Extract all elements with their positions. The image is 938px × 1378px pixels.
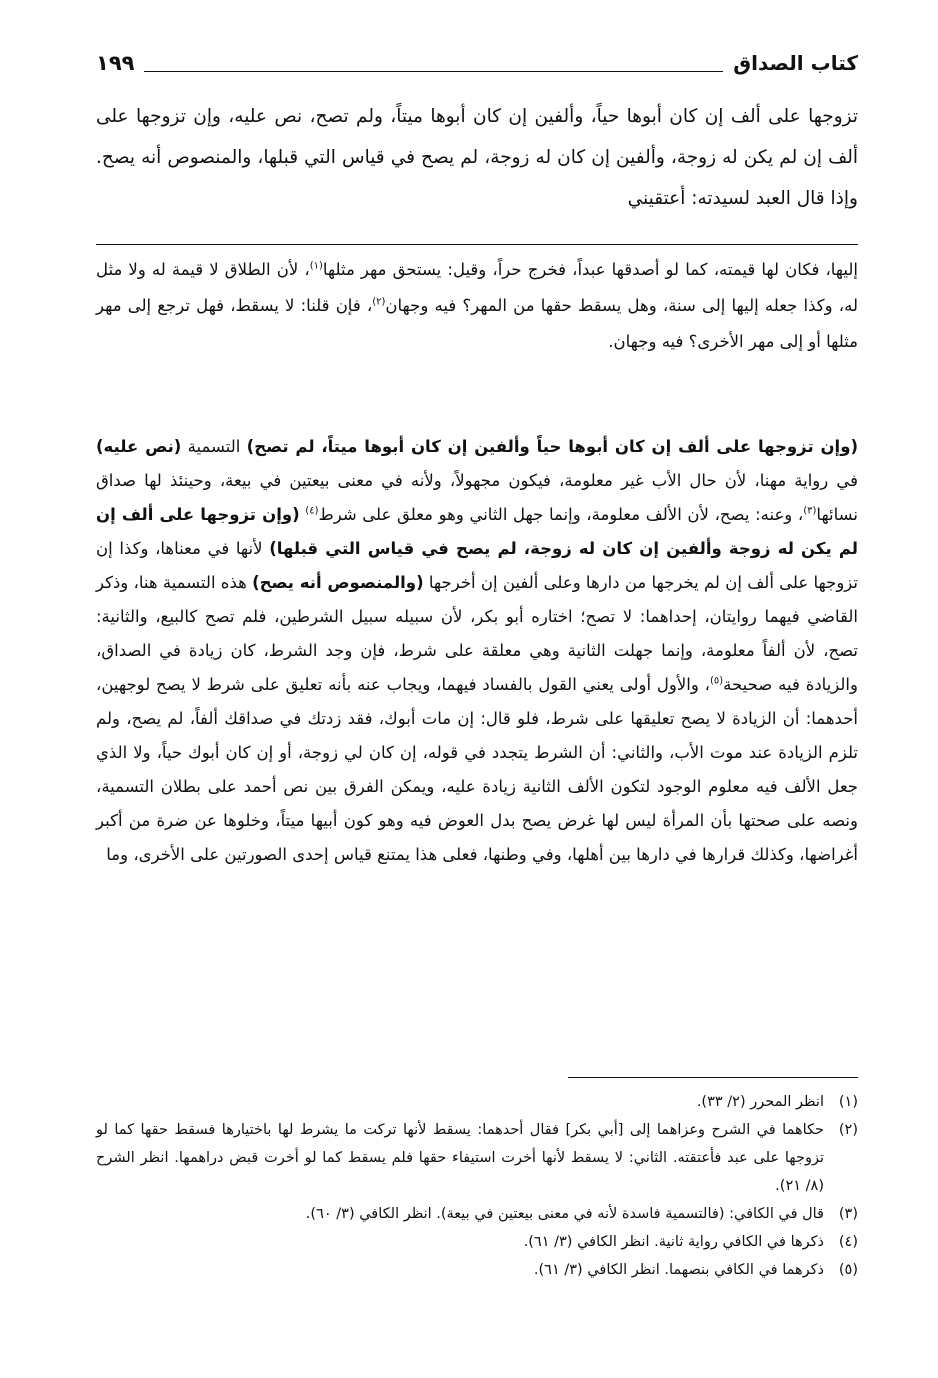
footnotes <box>96 1088 858 1284</box>
footnote-text: ذكرها في الكافي رواية ثانية. انظر الكافي (٣/ ٦١). <box>523 1234 824 1250</box>
footnote-number: (٣) <box>838 1206 858 1222</box>
header-rule <box>144 71 723 72</box>
footnote-ref: (٣) <box>803 505 817 517</box>
footnote-item <box>96 1088 858 1116</box>
quoted-matn: (وإن تزوجها على ألف إن كان أبوها حياً وألفين إن كان أبوها ميتاً، لم تصح) <box>246 437 858 456</box>
commentary <box>96 430 858 872</box>
commentary-text: التسمية <box>181 437 247 456</box>
footnote-item <box>96 1200 858 1228</box>
footnote-number: (٥) <box>838 1262 858 1278</box>
commentary-continuation <box>96 252 858 360</box>
footnote-number: (٤) <box>838 1234 858 1250</box>
footnote-text: انظر المحرر (٢/ ٣٣). <box>696 1094 824 1110</box>
page-header <box>96 40 858 80</box>
commentary-text: ، لأن الطلاق لا قيمة له ولا مثل له، وكذا جعله إليها إلى سنة، وهل يسقط حقها من المهر؟ فيه وجهان <box>96 260 858 315</box>
quoted-matn: (وإن تزوجها على ألف إن لم يكن له زوجة وألفين إن كان له زوجة، لم يصح في قياس التي قبلها) <box>96 505 858 558</box>
commentary-text: ، والأول أولى يعني القول بالفساد فيهما، ويجاب عنه بأنه تعليق على شرط لا يصح لوجهين، أحدهما: أن الزيادة لا يصح تعليقها على شرط، فلو قال: إن مات أبوك، فقد زدتك في صداقك ألفاً، لم يصح، ولم تلزم الزيادة عند موت الأب، والثاني: أن الشرط يتجدد في قوله، إن كان لي زوجة، أو إن كان أبوك حياً، ولا الذي جعل الألف فيه معلوم الوجود لتكون الألف الثانية زيادة عليه، ويمكن الفرق بين نص أحمد على بطلان التسمية، ونصه على صحتها بأن المرأة ليس لها غرض يصح بدل العوض فيه وهو كون أبيها ميتاً، وخلوها عن ضرة من أكبر أغراضها، وكذلك قرارها في دارها بين أهلها، وفي وطنها، فعلى هذا يمتنع قياس إحدى الصورتين على الأخرى، وما <box>96 675 858 864</box>
commentary-text: إليها، فكان لها قيمته، كما لو أصدقها عبداً، فخرج حراً، وقيل: يستحق مهر مثلها <box>322 260 858 279</box>
footnote-ref: (١) <box>309 260 323 272</box>
footnote-item <box>96 1256 858 1284</box>
footnote-ref: (٥) <box>709 675 724 687</box>
footnote-item <box>96 1116 858 1200</box>
footnote-number: (١) <box>838 1094 858 1110</box>
commentary-text: لأنها في معناها، وكذا إن تزوجها على ألف إن لم يخرجها من دارها وعلى ألفين إن أخرجها <box>96 539 858 592</box>
commentary-paragraph-1 <box>96 252 858 360</box>
footnote-text: قال في الكافي: (فالتسمية فاسدة لأنه في معنى بيعتين في بيعة). انظر الكافي (٣/ ٦٠). <box>305 1206 824 1222</box>
commentary-text: ، فإن قلنا: لا يسقط، فهل ترجع إلى مهر مثلها أو إلى مهر الأخرى؟ فيه وجهان. <box>96 296 858 351</box>
commentary-text: هذه التسمية هنا، وذكر القاضي فيهما روايتان، إحداهما: لا تصح؛ اختاره أبو بكر، لأن سبيله سبيل الشرطين، فلم تصح كالبيع، والثانية: تصح، لأن ألفاً معلومة، وإنما جهلت الثانية وهي معلقة على شرط، فإن وجد الشرط، كان زيادة في الصداق، والزيادة فيه صحيحة <box>96 573 858 694</box>
footnote-text: ذكرهما في الكافي بنصهما. انظر الكافي (٣/ ٦١). <box>533 1262 824 1278</box>
footnote-divider <box>568 1077 858 1078</box>
footnote-number: (٢) <box>838 1122 858 1138</box>
footnote-item <box>96 1228 858 1256</box>
page-number: ١٩٩ <box>96 51 135 75</box>
quoted-matn: (نص عليه) <box>96 437 182 456</box>
footnote-ref: (٤) <box>305 505 319 517</box>
main-text <box>96 96 858 219</box>
quoted-matn: (والمنصوص أنه يصح) <box>252 573 424 592</box>
footnote-text: حكاهما في الشرح وعزاهما إلى [أبي بكر] فقال أحدهما: يسقط لأنها تركت ما يشرط لها باختيارها فسقط حقها كما لو تزوجها على عبد فأعتقته. الثاني: لا يسقط لأنها أخرت استيفاء حقها فلم يسقط كما لو أخرت قبض دراهمها. انظر الشرح (٨/ ٢١). <box>96 1122 824 1194</box>
commentary-text: ، وعنه: يصح، لأن الألف معلومة، وإنما جهل الثاني وهو معلق على شرط <box>318 505 804 524</box>
commentary-paragraph-2 <box>96 430 858 872</box>
text-commentary-divider <box>96 244 858 245</box>
main-paragraph: تزوجها على ألف إن كان أبوها حياً، وألفين إن كان أبوها ميتاً، ولم تصح، نص عليه، وإن تزوجها على ألف إن لم يكن له زوجة، وألفين إن كان له زوجة، لم يصح في قياس التي قبلها، والمنصوص أنه يصح. وإذا قال العبد لسيدته: أعتقيني <box>96 106 858 209</box>
commentary-text: في رواية مهنا، لأن حال الأب غير معلومة، فيكون مجهولاً، ولأنه في معنى بيعتين في بيعة، وحينئذ لها صداق نسائها <box>96 471 858 524</box>
chapter-title: كتاب الصداق <box>733 51 858 75</box>
footnote-ref: (٢) <box>372 296 386 308</box>
